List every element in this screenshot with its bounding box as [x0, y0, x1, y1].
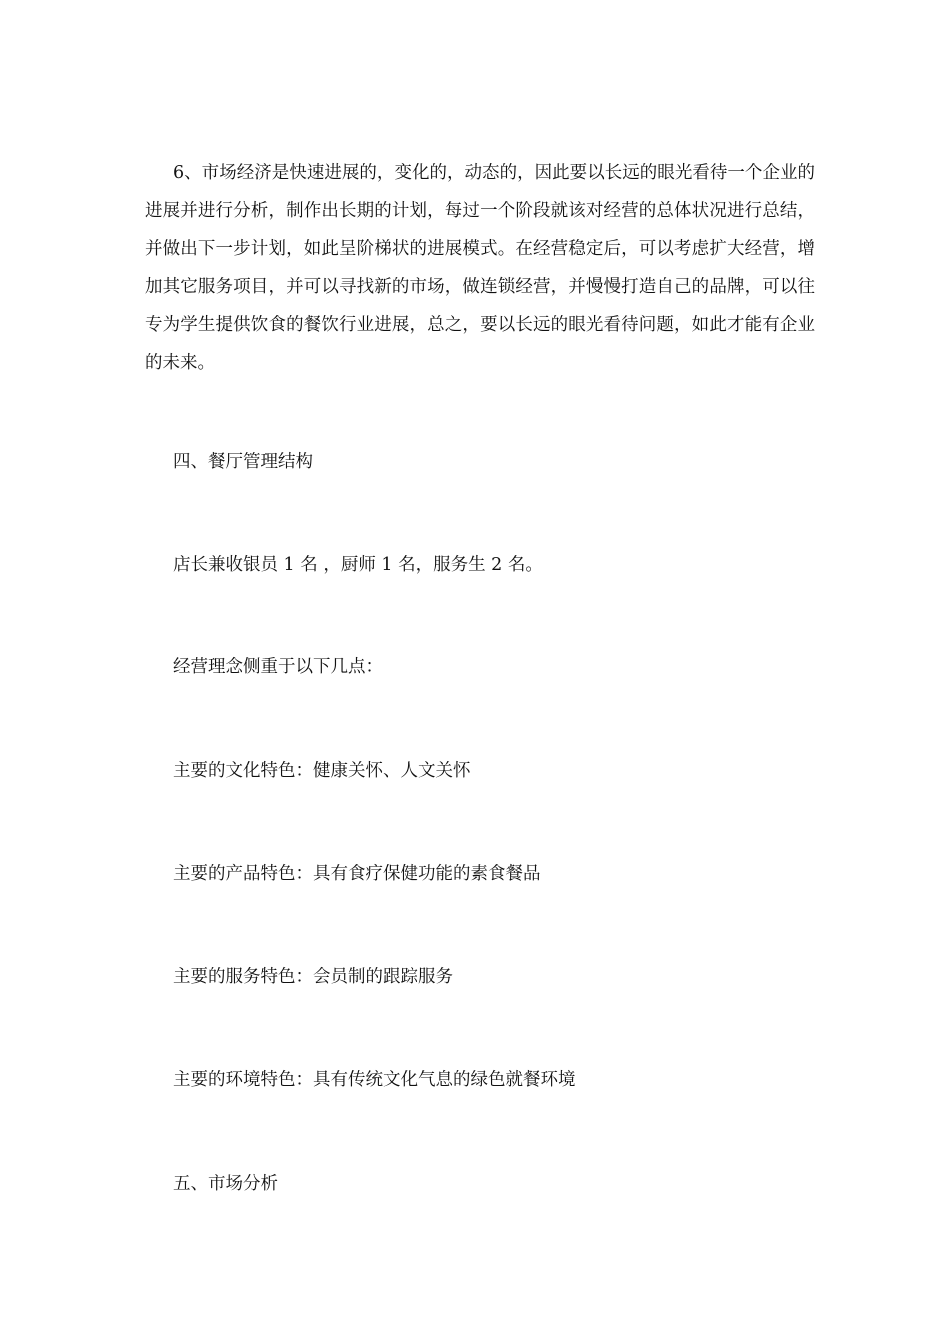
- staffing-text: 店长兼收银员 1 名 ，厨师 1 名，服务生 2 名。: [173, 555, 543, 575]
- feature-service: 主要的服务特色：会员制的跟踪服务: [173, 967, 453, 987]
- philosophy-intro: 经营理念侧重于以下几点：: [173, 657, 383, 677]
- feature-product: 主要的产品特色：具有食疗保健功能的素食餐品: [173, 864, 541, 884]
- section-heading-market-analysis: 五、市场分析: [173, 1174, 278, 1194]
- feature-environment: 主要的环境特色：具有传统文化气息的绿色就餐环境: [173, 1070, 576, 1090]
- section-heading-management-structure: 四、餐厅管理结构: [173, 452, 313, 472]
- feature-culture: 主要的文化特色：健康关怀、人文关怀: [173, 761, 471, 781]
- paragraph-market-economy: 6、市场经济是快速进展的，变化的，动态的，因此要以长远的眼光看待一个企业的进展并进行分析，制作出长期的计划，每过一个阶段就该对经营的总体状况进行总结，并做出下一步计划，如此呈阶梯状的进展模式。在经营稳定后，可以考虑扩大经营，增加其它服务项目，并可以寻找新的市场，做连锁经营，并慢慢打造自己的品牌，可以往专为学生提供饮食的餐饮行业进展，总之，要以长远的眼光看待问题，如此才能有企业的未来。: [145, 163, 815, 373]
